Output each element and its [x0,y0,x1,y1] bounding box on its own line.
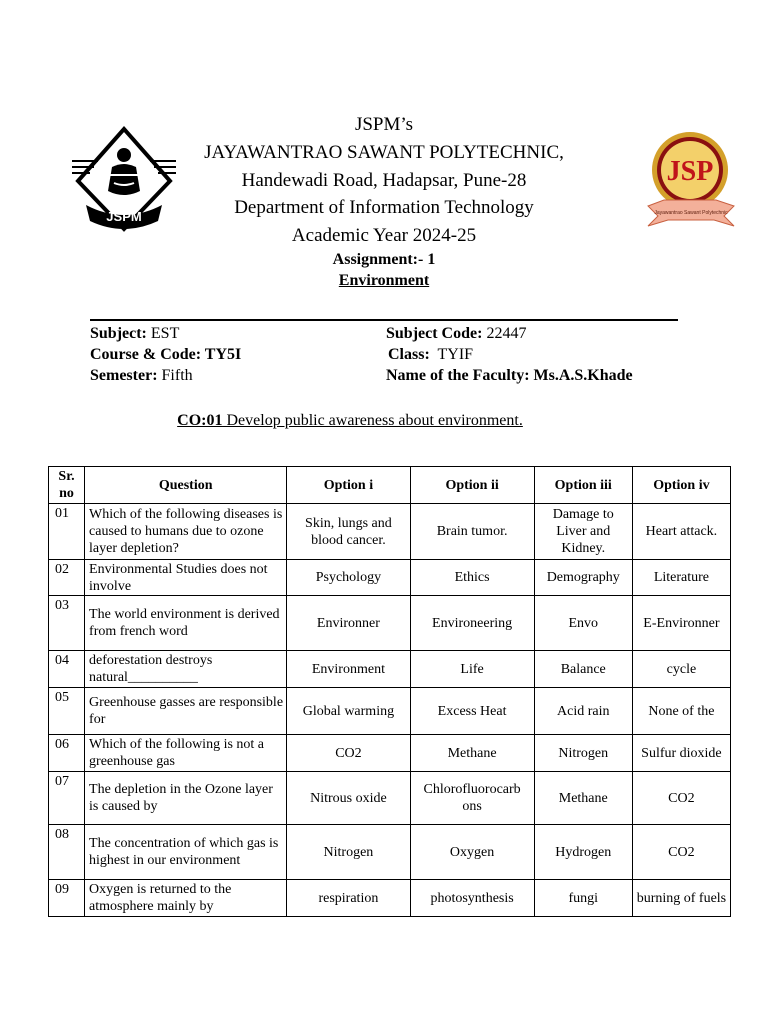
table-header-row [49,467,731,504]
row-sr-no: 05 [49,688,85,735]
row-question: Greenhouse gasses are responsible for [85,688,287,735]
row-option-iii: Balance [534,651,632,688]
jspm-logo-text: JSPM [106,209,142,224]
row-option-iv: Heart attack. [632,504,730,560]
header-institute-name: JAYAWANTRAO SAWANT POLYTECHNIC, [204,142,564,163]
row-sr-no: 07 [49,772,85,825]
header-option-iii: Option iii [534,467,632,504]
row-question: The world environment is derived from french word [85,596,287,651]
row-option-iv: E-Environner [632,596,730,651]
row-option-iii: Envo [534,596,632,651]
row-option-iii: Hydrogen [534,825,632,880]
row-sr-no: 08 [49,825,85,880]
course-code-field: Course & Code: TY5I [90,346,242,363]
table-row [49,596,731,651]
header-sr-no: Sr. no [49,467,85,504]
header-option-i: Option i [287,467,410,504]
faculty-field: Name of the Faculty: Ms.A.S.Khade [386,367,633,384]
table-row [49,735,731,772]
header-option-iv: Option iv [632,467,730,504]
class-field: Class: TYIF [388,346,474,363]
subject-code-field: Subject Code: 22447 [386,325,527,342]
table-row [49,825,731,880]
table-row [49,880,731,917]
row-option-ii: Ethics [410,560,534,596]
row-option-iv: burning of fuels [632,880,730,917]
row-option-i: CO2 [287,735,410,772]
row-question: deforestation destroys natural__________ [85,651,287,688]
row-question: The concentration of which gas is highest in our environment [85,825,287,880]
row-option-iv: Sulfur dioxide [632,735,730,772]
row-option-iv: CO2 [632,825,730,880]
row-option-iii: Nitrogen [534,735,632,772]
table-row [49,651,731,688]
row-option-i: Nitrogen [287,825,410,880]
row-option-iv: Literature [632,560,730,596]
row-option-ii: Brain tumor. [410,504,534,560]
row-sr-no: 01 [49,504,85,560]
header-academic-year: Academic Year 2024-25 [291,225,477,246]
row-question: Which of the following is not a greenhouse gas [85,735,287,772]
row-option-ii: Excess Heat [410,688,534,735]
row-sr-no: 09 [49,880,85,917]
row-option-iv: cycle [632,651,730,688]
table-row [49,504,731,560]
assignment-number: Assignment:- 1 [332,251,436,268]
row-sr-no: 02 [49,560,85,596]
row-option-ii: Chlorofluorocarb ons [410,772,534,825]
course-outcome: CO:01 Develop public awareness about environment. [177,412,523,429]
jsp-logo-subtext: Jayawantrao Sawant Polytechnic [654,210,728,216]
row-option-iii: fungi [534,880,632,917]
row-option-ii: Oxygen [410,825,534,880]
row-sr-no: 06 [49,735,85,772]
row-question: Environmental Studies does not involve [85,560,287,596]
row-option-iii: Acid rain [534,688,632,735]
row-question: The depletion in the Ozone layer is caused by [85,772,287,825]
row-option-i: Environment [287,651,410,688]
header-address: Handewadi Road, Hadapsar, Pune-28 [241,170,527,191]
header-org-short: JSPM’s [354,114,414,135]
row-option-iii: Damage to Liver and Kidney. [534,504,632,560]
assignment-topic: Environment [338,272,430,289]
header-department: Department of Information Technology [234,197,534,218]
row-option-iii: Methane [534,772,632,825]
header-option-ii: Option ii [410,467,534,504]
row-sr-no: 04 [49,651,85,688]
row-option-ii: Life [410,651,534,688]
table-row [49,688,731,735]
row-option-i: Skin, lungs and blood cancer. [287,504,410,560]
header-divider [90,319,678,321]
row-option-i: Psychology [287,560,410,596]
row-option-ii: photosynthesis [410,880,534,917]
row-question: Which of the following diseases is caused to humans due to ozone layer depletion? [85,504,287,560]
row-question: Oxygen is returned to the atmosphere mainly by [85,880,287,917]
table-row [49,560,731,596]
semester-field: Semester: Fifth [90,367,193,384]
row-option-i: Nitrous oxide [287,772,410,825]
subject-field: Subject: EST [90,325,180,342]
row-option-ii: Methane [410,735,534,772]
questions-table [48,466,731,917]
jsp-logo-text: JSP [666,156,714,187]
row-option-iii: Demography [534,560,632,596]
row-option-i: respiration [287,880,410,917]
row-option-iv: None of the [632,688,730,735]
header-question: Question [85,467,287,504]
table-row [49,772,731,825]
row-option-i: Global warming [287,688,410,735]
row-sr-no: 03 [49,596,85,651]
row-option-iv: CO2 [632,772,730,825]
row-option-ii: Environeering [410,596,534,651]
row-option-i: Environner [287,596,410,651]
